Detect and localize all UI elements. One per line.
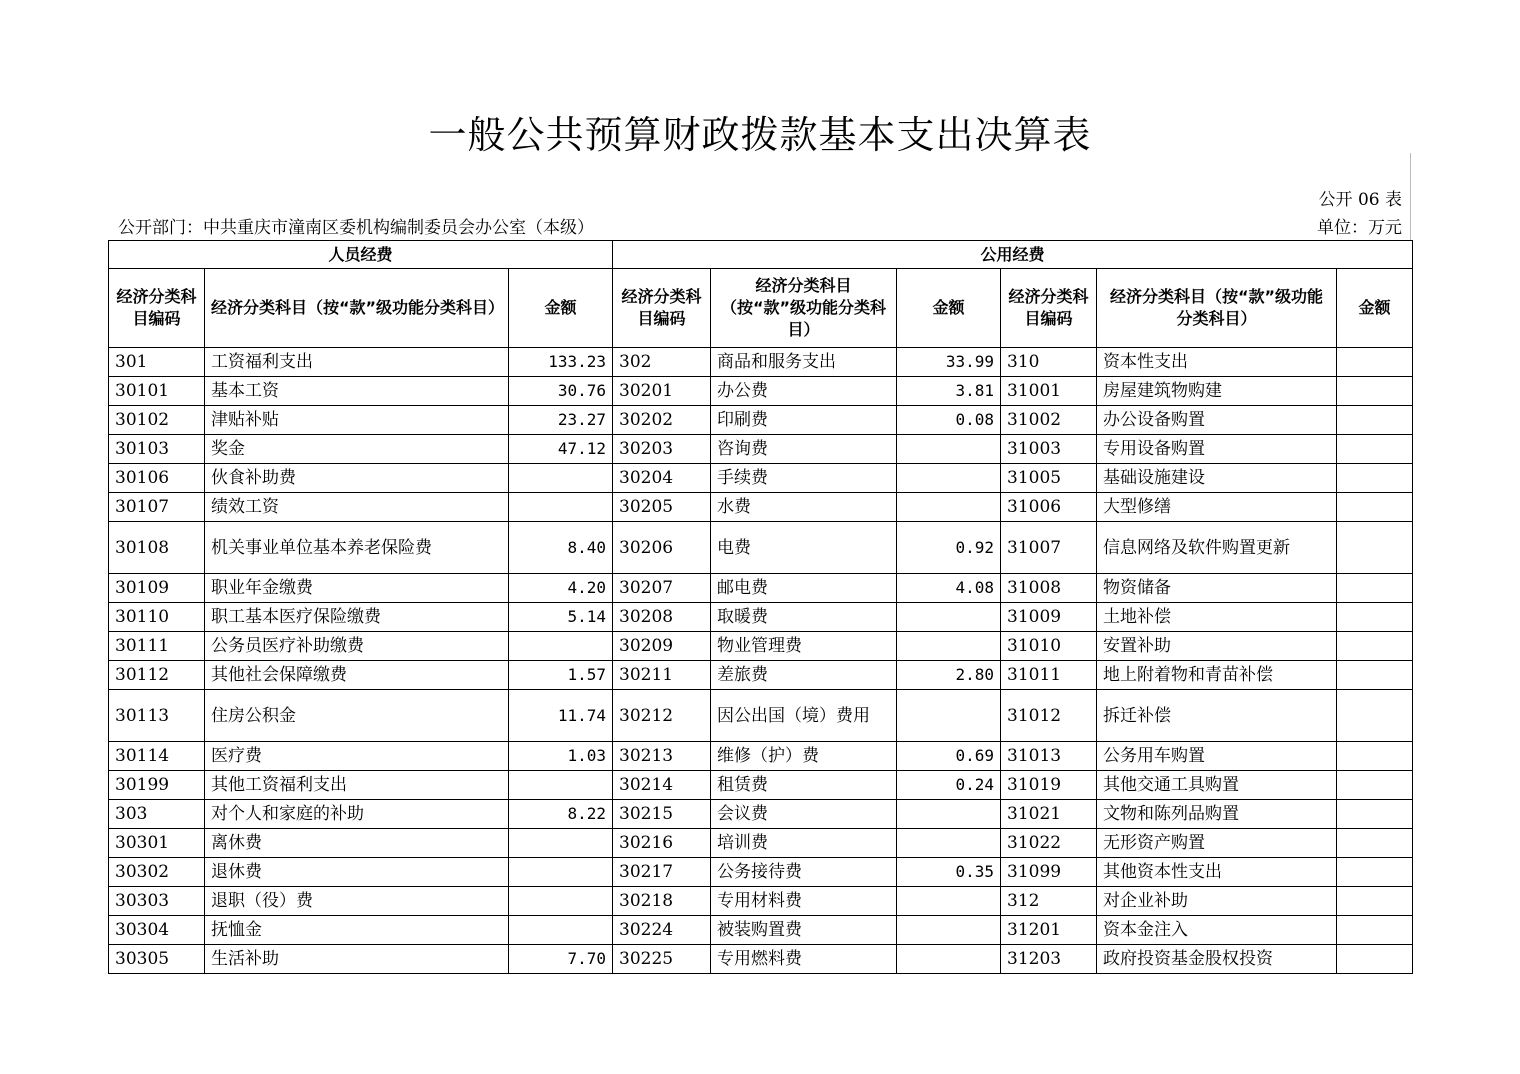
name-cell: 基本工资: [205, 377, 509, 406]
amount-cell: [1337, 829, 1413, 858]
amount-cell: 5.14: [509, 603, 613, 632]
table-row: [109, 493, 1413, 522]
margin-line: [1410, 153, 1411, 240]
code-cell: 31099: [1001, 858, 1097, 887]
col-header-name: 经济分类科目（按“款”级功能分类科目）: [205, 269, 509, 348]
amount-cell: [897, 800, 1001, 829]
name-cell: 生活补助: [205, 945, 509, 974]
table-row: [109, 800, 1413, 829]
name-cell: 拆迁补偿: [1097, 690, 1337, 742]
table-row: [109, 574, 1413, 603]
name-cell: 因公出国（境）费用: [711, 690, 897, 742]
amount-cell: [509, 887, 613, 916]
amount-cell: [1337, 603, 1413, 632]
code-cell: 30213: [613, 742, 711, 771]
table-row: [109, 771, 1413, 800]
table-row: [109, 690, 1413, 742]
name-cell: 大型修缮: [1097, 493, 1337, 522]
name-cell: 公务员医疗补助缴费: [205, 632, 509, 661]
table-row: [109, 916, 1413, 945]
amount-cell: 30.76: [509, 377, 613, 406]
amount-cell: [1337, 406, 1413, 435]
name-cell: 专用材料费: [711, 887, 897, 916]
col-header-name-3: 经济分类科目（按“款”级功能分类科目）: [1097, 269, 1337, 348]
code-cell: 31011: [1001, 661, 1097, 690]
code-cell: 301: [109, 348, 205, 377]
amount-cell: 1.03: [509, 742, 613, 771]
group-public: 公用经费: [613, 241, 1413, 269]
name-cell: 退职（役）费: [205, 887, 509, 916]
table-row: [109, 858, 1413, 887]
code-cell: 30199: [109, 771, 205, 800]
amount-cell: [897, 493, 1001, 522]
col-header-code-2: 经济分类科目编码: [613, 269, 711, 348]
amount-cell: [897, 603, 1001, 632]
name-cell: 工资福利支出: [205, 348, 509, 377]
amount-cell: 0.24: [897, 771, 1001, 800]
code-cell: 30106: [109, 464, 205, 493]
name-cell: 电费: [711, 522, 897, 574]
table-row: [109, 945, 1413, 974]
amount-cell: [897, 435, 1001, 464]
col-header-name-2: 经济分类科目（按“款”级功能分类科目）: [711, 269, 897, 348]
name-cell: 水费: [711, 493, 897, 522]
code-cell: 31007: [1001, 522, 1097, 574]
code-cell: 30203: [613, 435, 711, 464]
amount-cell: 0.69: [897, 742, 1001, 771]
amount-cell: [897, 945, 1001, 974]
amount-cell: [509, 632, 613, 661]
amount-cell: 33.99: [897, 348, 1001, 377]
code-cell: 30205: [613, 493, 711, 522]
amount-cell: 2.80: [897, 661, 1001, 690]
name-cell: 地上附着物和青苗补偿: [1097, 661, 1337, 690]
name-cell: 公务接待费: [711, 858, 897, 887]
name-cell: 职工基本医疗保险缴费: [205, 603, 509, 632]
code-cell: 30304: [109, 916, 205, 945]
code-cell: 30216: [613, 829, 711, 858]
amount-cell: [509, 493, 613, 522]
department-label: 公开部门：中共重庆市潼南区委机构编制委员会办公室（本级）: [118, 218, 594, 238]
table-row: [109, 887, 1413, 916]
name-cell: 物业管理费: [711, 632, 897, 661]
name-cell: 维修（护）费: [711, 742, 897, 771]
name-cell: 被装购置费: [711, 916, 897, 945]
code-cell: 31201: [1001, 916, 1097, 945]
name-cell: 咨询费: [711, 435, 897, 464]
amount-cell: [1337, 632, 1413, 661]
table-row: [109, 348, 1413, 377]
expenditure-table: [108, 240, 1413, 974]
amount-cell: [897, 829, 1001, 858]
name-cell: 职业年金缴费: [205, 574, 509, 603]
name-cell: 津贴补贴: [205, 406, 509, 435]
name-cell: 资本金注入: [1097, 916, 1337, 945]
table-row: [109, 435, 1413, 464]
code-cell: 30301: [109, 829, 205, 858]
code-cell: 31012: [1001, 690, 1097, 742]
code-cell: 31005: [1001, 464, 1097, 493]
name-cell: 离休费: [205, 829, 509, 858]
name-cell: 专用燃料费: [711, 945, 897, 974]
name-cell: 对个人和家庭的补助: [205, 800, 509, 829]
table-number: 公开 06 表: [1318, 190, 1402, 210]
amount-cell: [1337, 887, 1413, 916]
code-cell: 30302: [109, 858, 205, 887]
name-cell: 手续费: [711, 464, 897, 493]
code-cell: 30113: [109, 690, 205, 742]
name-cell: 房屋建筑物购建: [1097, 377, 1337, 406]
name-cell: 公务用车购置: [1097, 742, 1337, 771]
name-cell: 奖金: [205, 435, 509, 464]
code-cell: 31001: [1001, 377, 1097, 406]
name-cell: 绩效工资: [205, 493, 509, 522]
code-cell: 30114: [109, 742, 205, 771]
table-row: [109, 406, 1413, 435]
code-cell: 30206: [613, 522, 711, 574]
code-cell: 31013: [1001, 742, 1097, 771]
table-row: [109, 603, 1413, 632]
code-cell: 31009: [1001, 603, 1097, 632]
amount-cell: 3.81: [897, 377, 1001, 406]
code-cell: 30207: [613, 574, 711, 603]
code-cell: 31203: [1001, 945, 1097, 974]
amount-cell: [1337, 464, 1413, 493]
name-cell: 住房公积金: [205, 690, 509, 742]
code-cell: 30209: [613, 632, 711, 661]
code-cell: 31003: [1001, 435, 1097, 464]
amount-cell: 133.23: [509, 348, 613, 377]
code-cell: 30102: [109, 406, 205, 435]
column-header-row: [109, 269, 1413, 348]
page-title: 一般公共预算财政拨款基本支出决算表: [428, 113, 1092, 157]
code-cell: 30202: [613, 406, 711, 435]
amount-cell: [1337, 574, 1413, 603]
amount-cell: [1337, 377, 1413, 406]
amount-cell: 0.92: [897, 522, 1001, 574]
amount-cell: [1337, 690, 1413, 742]
amount-cell: [1337, 858, 1413, 887]
col-header-amount-2: 金额: [897, 269, 1001, 348]
col-header-code-3: 经济分类科目编码: [1001, 269, 1097, 348]
code-cell: 31008: [1001, 574, 1097, 603]
table-row: [109, 829, 1413, 858]
amount-cell: 11.74: [509, 690, 613, 742]
table-row: [109, 742, 1413, 771]
code-cell: 31010: [1001, 632, 1097, 661]
col-header-amount-3: 金额: [1337, 269, 1413, 348]
name-cell: 信息网络及软件购置更新: [1097, 522, 1337, 574]
name-cell: 土地补偿: [1097, 603, 1337, 632]
amount-cell: 0.35: [897, 858, 1001, 887]
code-cell: 302: [613, 348, 711, 377]
name-cell: 商品和服务支出: [711, 348, 897, 377]
amount-cell: [1337, 661, 1413, 690]
amount-cell: [1337, 742, 1413, 771]
code-cell: 30225: [613, 945, 711, 974]
amount-cell: [509, 829, 613, 858]
amount-cell: [1337, 348, 1413, 377]
col-header-amount: 金额: [509, 269, 613, 348]
code-cell: 30212: [613, 690, 711, 742]
name-cell: 其他资本性支出: [1097, 858, 1337, 887]
name-cell: 办公费: [711, 377, 897, 406]
code-cell: 30107: [109, 493, 205, 522]
amount-cell: [1337, 493, 1413, 522]
amount-cell: 8.22: [509, 800, 613, 829]
name-cell: 会议费: [711, 800, 897, 829]
table-row: [109, 661, 1413, 690]
name-cell: 伙食补助费: [205, 464, 509, 493]
name-cell: 专用设备购置: [1097, 435, 1337, 464]
name-cell: 办公设备购置: [1097, 406, 1337, 435]
code-cell: 310: [1001, 348, 1097, 377]
name-cell: 其他交通工具购置: [1097, 771, 1337, 800]
code-cell: 30112: [109, 661, 205, 690]
name-cell: 其他工资福利支出: [205, 771, 509, 800]
amount-cell: [1337, 945, 1413, 974]
code-cell: 30215: [613, 800, 711, 829]
amount-cell: [509, 771, 613, 800]
group-personnel: 人员经费: [109, 241, 613, 269]
amount-cell: [509, 464, 613, 493]
name-cell: 医疗费: [205, 742, 509, 771]
name-cell: 差旅费: [711, 661, 897, 690]
name-cell: 资本性支出: [1097, 348, 1337, 377]
name-cell: 安置补助: [1097, 632, 1337, 661]
name-cell: 印刷费: [711, 406, 897, 435]
code-cell: 30111: [109, 632, 205, 661]
name-cell: 基础设施建设: [1097, 464, 1337, 493]
amount-cell: [509, 858, 613, 887]
amount-cell: 47.12: [509, 435, 613, 464]
amount-cell: 0.08: [897, 406, 1001, 435]
amount-cell: 4.20: [509, 574, 613, 603]
code-cell: 312: [1001, 887, 1097, 916]
amount-cell: [897, 632, 1001, 661]
code-cell: 30224: [613, 916, 711, 945]
code-cell: 30204: [613, 464, 711, 493]
name-cell: 政府投资基金股权投资: [1097, 945, 1337, 974]
amount-cell: [897, 464, 1001, 493]
name-cell: 培训费: [711, 829, 897, 858]
code-cell: 31022: [1001, 829, 1097, 858]
code-cell: 30110: [109, 603, 205, 632]
amount-cell: 8.40: [509, 522, 613, 574]
amount-cell: [1337, 916, 1413, 945]
amount-cell: [897, 690, 1001, 742]
table-row: [109, 464, 1413, 493]
code-cell: 30217: [613, 858, 711, 887]
name-cell: 取暖费: [711, 603, 897, 632]
name-cell: 退休费: [205, 858, 509, 887]
amount-cell: [1337, 435, 1413, 464]
code-cell: 30214: [613, 771, 711, 800]
name-cell: 其他社会保障缴费: [205, 661, 509, 690]
code-cell: 31019: [1001, 771, 1097, 800]
code-cell: 303: [109, 800, 205, 829]
code-cell: 30218: [613, 887, 711, 916]
amount-cell: [1337, 771, 1413, 800]
group-header-row: [109, 241, 1413, 269]
code-cell: 30101: [109, 377, 205, 406]
name-cell: 邮电费: [711, 574, 897, 603]
amount-cell: 4.08: [897, 574, 1001, 603]
amount-cell: [1337, 800, 1413, 829]
code-cell: 30211: [613, 661, 711, 690]
table-row: [109, 632, 1413, 661]
unit-label: 单位：万元: [1317, 218, 1402, 238]
code-cell: 30103: [109, 435, 205, 464]
amount-cell: 1.57: [509, 661, 613, 690]
name-cell: 对企业补助: [1097, 887, 1337, 916]
code-cell: 30109: [109, 574, 205, 603]
name-cell: 抚恤金: [205, 916, 509, 945]
table-row: [109, 377, 1413, 406]
amount-cell: 23.27: [509, 406, 613, 435]
code-cell: 30303: [109, 887, 205, 916]
code-cell: 31002: [1001, 406, 1097, 435]
amount-cell: [897, 916, 1001, 945]
amount-cell: [897, 887, 1001, 916]
code-cell: 30201: [613, 377, 711, 406]
code-cell: 31021: [1001, 800, 1097, 829]
name-cell: 租赁费: [711, 771, 897, 800]
name-cell: 文物和陈列品购置: [1097, 800, 1337, 829]
name-cell: 无形资产购置: [1097, 829, 1337, 858]
name-cell: 物资储备: [1097, 574, 1337, 603]
amount-cell: [1337, 522, 1413, 574]
name-cell: 机关事业单位基本养老保险费: [205, 522, 509, 574]
table-row: [109, 522, 1413, 574]
col-header-code: 经济分类科目编码: [109, 269, 205, 348]
amount-cell: [509, 916, 613, 945]
amount-cell: 7.70: [509, 945, 613, 974]
code-cell: 31006: [1001, 493, 1097, 522]
code-cell: 30108: [109, 522, 205, 574]
code-cell: 30305: [109, 945, 205, 974]
code-cell: 30208: [613, 603, 711, 632]
